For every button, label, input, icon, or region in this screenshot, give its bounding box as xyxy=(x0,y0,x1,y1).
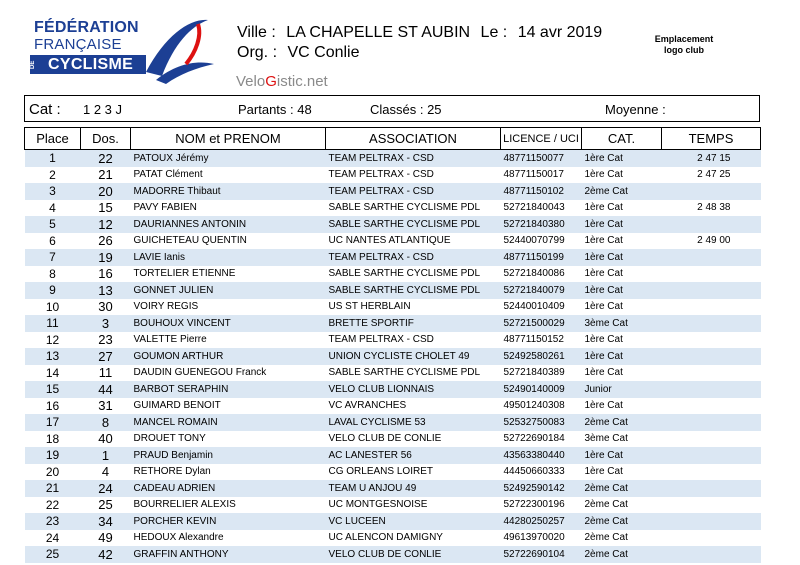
table-row xyxy=(25,200,761,217)
association-cell: SABLE SARTHE CYCLISME PDL xyxy=(326,282,501,299)
place-cell: 8 xyxy=(49,266,56,281)
table-row xyxy=(25,546,761,563)
association-cell: TEAM PELTRAX - CSD xyxy=(328,334,434,346)
name-cell: DROUET TONY xyxy=(133,433,206,445)
association-cell: TEAM PELTRAX - CSD xyxy=(328,169,434,181)
licence-cell: 52440010409 xyxy=(503,301,565,313)
licence-cell: 52721840380 xyxy=(501,216,582,233)
table-row xyxy=(25,348,761,365)
time-cell xyxy=(662,546,761,563)
place-cell: 22 xyxy=(45,497,60,512)
dossard-cell: 31 xyxy=(98,398,113,414)
name-cell: PORCHER KEVIN xyxy=(131,513,326,530)
licence-cell: 48771150017 xyxy=(503,169,564,181)
dossard-cell: 13 xyxy=(81,282,131,299)
place-cell: 17 xyxy=(25,414,81,431)
dossard-cell: 26 xyxy=(98,233,113,249)
dossard-cell: 15 xyxy=(98,200,113,216)
time-cell xyxy=(662,266,761,283)
licence-cell: 52492580261 xyxy=(501,348,582,365)
licence-cell: 48771150152 xyxy=(503,334,564,346)
licence-cell: 52722690104 xyxy=(501,546,582,563)
time-cell xyxy=(662,530,761,547)
cat-label: Cat : xyxy=(29,101,61,118)
table-row xyxy=(25,381,761,398)
table-row xyxy=(25,513,761,530)
place-cell: 11 xyxy=(25,315,81,332)
race-info-box xyxy=(24,95,760,122)
category-cell: 1ère Cat xyxy=(584,334,623,346)
place-cell: 15 xyxy=(25,381,81,398)
time-cell xyxy=(662,348,761,365)
time-cell: 2 49 00 xyxy=(697,235,731,247)
table-header-row xyxy=(25,128,761,150)
table-row xyxy=(25,249,761,266)
logo-placeholder: Emplacement logo club xyxy=(654,34,714,55)
table-row xyxy=(25,315,761,332)
dossard-cell: 22 xyxy=(81,150,131,167)
category-cell: 1ère Cat xyxy=(584,400,623,412)
name-cell: VALETTE Pierre xyxy=(133,334,207,346)
org-line xyxy=(237,44,360,62)
category-cell: 2ème Cat xyxy=(582,513,662,530)
category-cell: 1ère Cat xyxy=(584,268,623,280)
name-cell: PAVY FABIEN xyxy=(133,202,197,214)
category-cell: 2ème Cat xyxy=(582,546,662,563)
category-cell: 1ère Cat xyxy=(584,367,623,379)
table-row xyxy=(25,282,761,299)
table-row xyxy=(25,266,761,283)
time-cell: 2 48 38 xyxy=(697,202,731,214)
place-cell: 14 xyxy=(45,365,60,380)
association-cell: TEAM PELTRAX - CSD xyxy=(326,150,501,167)
table-row xyxy=(25,497,761,514)
place-cell: 9 xyxy=(25,282,81,299)
table-row xyxy=(25,464,761,481)
time-cell xyxy=(662,497,761,514)
dossard-cell: 49 xyxy=(98,530,113,546)
time-cell xyxy=(662,216,761,233)
association-cell: TEAM PELTRAX - CSD xyxy=(326,249,501,266)
place-cell: 23 xyxy=(25,513,81,530)
ville-line xyxy=(237,24,602,42)
table-row xyxy=(25,299,761,316)
licence-cell: 52490140009 xyxy=(501,381,582,398)
name-cell: BOUHOUX VINCENT xyxy=(131,315,326,332)
dossard-cell: 16 xyxy=(98,266,113,282)
dossard-cell: 44 xyxy=(81,381,131,398)
licence-cell: 52722690184 xyxy=(503,433,565,445)
category-cell: 1ère Cat xyxy=(584,466,623,478)
category-cell: 1ère Cat xyxy=(582,447,662,464)
time-cell xyxy=(662,464,761,481)
category-cell: 1ère Cat xyxy=(584,301,623,313)
licence-cell: 52492590142 xyxy=(501,480,582,497)
licence-cell: 52721840043 xyxy=(503,202,565,214)
association-cell: VC AVRANCHES xyxy=(328,400,407,412)
logo-line1: FÉDÉRATION xyxy=(34,19,139,36)
association-cell: SABLE SARTHE CYCLISME PDL xyxy=(328,202,481,214)
time-cell xyxy=(662,315,761,332)
col-header-dos: Dos. xyxy=(81,128,131,150)
association-cell: CG ORLEANS LOIRET xyxy=(328,466,433,478)
time-cell xyxy=(662,282,761,299)
dossard-cell: 27 xyxy=(81,348,131,365)
time-cell: 2 47 15 xyxy=(662,150,761,167)
time-cell xyxy=(662,381,761,398)
name-cell: GRAFFIN ANTHONY xyxy=(131,546,326,563)
dossard-cell: 19 xyxy=(81,249,131,266)
ville-value: LA CHAPELLE ST AUBIN xyxy=(286,24,471,41)
site-post: istic.net xyxy=(276,73,328,90)
category-cell: 1ère Cat xyxy=(582,249,662,266)
dossard-cell: 42 xyxy=(81,546,131,563)
name-cell: VOIRY REGIS xyxy=(133,301,199,313)
partants: Partants : 48 xyxy=(238,102,312,117)
licence-cell: 44280250257 xyxy=(501,513,582,530)
table-row xyxy=(25,480,761,497)
name-cell: HEDOUX Alexandre xyxy=(133,532,224,544)
association-cell: UC NANTES ATLANTIQUE xyxy=(328,235,451,247)
time-cell xyxy=(662,398,761,415)
place-cell: 5 xyxy=(25,216,81,233)
association-cell: TEAM PELTRAX - CSD xyxy=(326,183,501,200)
table-row xyxy=(25,332,761,349)
table-row xyxy=(25,530,761,547)
col-header-place: Place xyxy=(25,128,81,150)
name-cell: RETHORE Dylan xyxy=(133,466,211,478)
name-cell: PATOUX Jérémy xyxy=(131,150,326,167)
date-value: 14 avr 2019 xyxy=(517,24,603,41)
licence-cell: 48771150077 xyxy=(501,150,582,167)
dossard-cell: 25 xyxy=(98,497,113,513)
dossard-cell: 40 xyxy=(98,431,113,447)
category-cell: 1ère Cat xyxy=(582,282,662,299)
time-cell xyxy=(662,414,761,431)
time-cell xyxy=(662,513,761,530)
dossard-cell: 21 xyxy=(98,167,113,183)
name-cell: CADEAU ADRIEN xyxy=(131,480,326,497)
category-cell: 2ème Cat xyxy=(582,480,662,497)
cat-value: 1 2 3 J xyxy=(83,102,123,117)
dossard-cell: 4 xyxy=(101,464,110,480)
table-row xyxy=(25,414,761,431)
table-row xyxy=(25,167,761,184)
name-cell: TORTELIER ETIENNE xyxy=(133,268,236,280)
classes: Classés : 25 xyxy=(370,102,442,117)
col-header-licence: LICENCE / UCI xyxy=(501,128,582,150)
table-row xyxy=(25,431,761,448)
table-row xyxy=(25,216,761,233)
association-cell: VC LUCEEN xyxy=(326,513,501,530)
association-cell: VELO CLUB LIONNAIS xyxy=(326,381,501,398)
site-pre: Velo xyxy=(236,73,266,90)
category-cell: 2ème Cat xyxy=(584,532,628,544)
place-cell: 2 xyxy=(49,167,56,182)
association-cell: UC MONTGESNOISE xyxy=(328,499,428,511)
category-cell: 1ère Cat xyxy=(582,348,662,365)
category-cell: 1ère Cat xyxy=(582,216,662,233)
category-cell: 3ème Cat xyxy=(582,315,662,332)
dossard-cell: 24 xyxy=(81,480,131,497)
time-cell xyxy=(662,332,761,349)
moyenne: Moyenne : xyxy=(605,102,666,117)
name-cell: DAURIANNES ANTONIN xyxy=(131,216,326,233)
category-cell: 1ère Cat xyxy=(584,202,623,214)
licence-cell: 52721840086 xyxy=(503,268,565,280)
dossard-cell: 23 xyxy=(98,332,113,348)
category-cell: 1ère Cat xyxy=(582,150,662,167)
place-cell: 7 xyxy=(25,249,81,266)
licence-cell: 52440070799 xyxy=(503,235,565,247)
table-row xyxy=(25,398,761,415)
association-cell: TEAM U ANJOU 49 xyxy=(326,480,501,497)
results-table xyxy=(24,127,761,563)
logo-line3: CYCLISME xyxy=(48,56,134,73)
table-row xyxy=(25,183,761,200)
licence-cell: 52721840079 xyxy=(501,282,582,299)
association-cell: SABLE SARTHE CYCLISME PDL xyxy=(326,216,501,233)
category-cell: 3ème Cat xyxy=(584,433,628,445)
place-cell: 6 xyxy=(49,233,56,248)
org-label: Org. : xyxy=(237,44,278,61)
org-value: VC Conlie xyxy=(287,44,360,61)
name-cell: GOUMON ARTHUR xyxy=(131,348,326,365)
col-header-association: ASSOCIATION xyxy=(326,128,501,150)
col-header-temps: TEMPS xyxy=(662,128,761,150)
licence-cell: 52721840389 xyxy=(503,367,565,379)
place-cell: 13 xyxy=(25,348,81,365)
dossard-cell: 34 xyxy=(81,513,131,530)
logo-de: DE xyxy=(28,55,46,74)
name-cell: BARBOT SERAPHIN xyxy=(131,381,326,398)
col-header-cat: CAT. xyxy=(582,128,662,150)
results-body xyxy=(25,150,761,563)
time-cell: 2 47 25 xyxy=(697,169,731,181)
time-cell xyxy=(662,183,761,200)
licence-cell: 52721500029 xyxy=(501,315,582,332)
name-cell: PATAT Clément xyxy=(133,169,203,181)
place-cell: 21 xyxy=(25,480,81,497)
dossard-cell: 1 xyxy=(81,447,131,464)
time-cell xyxy=(662,249,761,266)
name-cell: GONNET JULIEN xyxy=(131,282,326,299)
dossard-cell: 8 xyxy=(81,414,131,431)
place-cell: 4 xyxy=(49,200,56,215)
category-cell: 2ème Cat xyxy=(582,414,662,431)
time-cell xyxy=(662,431,761,448)
licence-cell: 52722300196 xyxy=(503,499,565,511)
place-cell: 1 xyxy=(25,150,81,167)
licence-cell: 52532750083 xyxy=(501,414,582,431)
col-header-nom: NOM et PRENOM xyxy=(131,128,326,150)
name-cell: DAUDIN GUENEGOU Franck xyxy=(133,367,267,379)
licence-cell: 49501240308 xyxy=(503,400,565,412)
association-cell: UC ALENCON DAMIGNY xyxy=(328,532,443,544)
name-cell: MADORRE Thibaut xyxy=(131,183,326,200)
logo-line2: FRANÇAISE xyxy=(34,36,122,53)
name-cell: GUICHETEAU QUENTIN xyxy=(133,235,247,247)
site-name xyxy=(236,73,328,90)
ffc-logo xyxy=(26,14,216,86)
licence-cell: 48771150102 xyxy=(501,183,582,200)
site-g: G xyxy=(265,73,277,90)
name-cell: GUIMARD BENOIT xyxy=(133,400,221,412)
time-cell xyxy=(662,365,761,382)
association-cell: SABLE SARTHE CYCLISME PDL xyxy=(328,367,481,379)
licence-cell: 43563380440 xyxy=(501,447,582,464)
dossard-cell: 11 xyxy=(98,365,113,381)
ville-label: Ville : xyxy=(237,24,276,41)
dossard-cell: 30 xyxy=(98,299,113,315)
date-label: Le : xyxy=(480,24,508,41)
place-cell: 20 xyxy=(45,464,60,479)
table-row xyxy=(25,447,761,464)
time-cell xyxy=(662,299,761,316)
place-cell: 10 xyxy=(45,299,60,314)
dossard-cell: 3 xyxy=(81,315,131,332)
place-cell: 16 xyxy=(45,398,60,413)
association-cell: VELO CLUB DE CONLIE xyxy=(328,433,442,445)
association-cell: VELO CLUB DE CONLIE xyxy=(326,546,501,563)
licence-cell: 44450660333 xyxy=(503,466,565,478)
category-cell: Junior xyxy=(582,381,662,398)
place-cell: 12 xyxy=(45,332,60,347)
association-cell: SABLE SARTHE CYCLISME PDL xyxy=(328,268,481,280)
table-row xyxy=(25,365,761,382)
dossard-cell: 20 xyxy=(81,183,131,200)
name-cell: LAVIE Ianis xyxy=(131,249,326,266)
licence-cell: 48771150199 xyxy=(501,249,582,266)
name-cell: PRAUD Benjamin xyxy=(131,447,326,464)
place-cell: 25 xyxy=(25,546,81,563)
time-cell xyxy=(662,480,761,497)
category-cell: 1ère Cat xyxy=(584,169,623,181)
category-cell: 2ème Cat xyxy=(584,499,628,511)
association-cell: UNION CYCLISTE CHOLET 49 xyxy=(326,348,501,365)
time-cell xyxy=(662,447,761,464)
name-cell: BOURRELIER ALEXIS xyxy=(133,499,236,511)
association-cell: US ST HERBLAIN xyxy=(328,301,411,313)
table-row xyxy=(25,150,761,167)
category-cell: 1ère Cat xyxy=(584,235,623,247)
association-cell: BRETTE SPORTIF xyxy=(326,315,501,332)
category-cell: 2ème Cat xyxy=(582,183,662,200)
place-cell: 3 xyxy=(25,183,81,200)
logo-swoosh-icon xyxy=(136,14,218,86)
place-cell: 24 xyxy=(45,530,60,545)
association-cell: AC LANESTER 56 xyxy=(326,447,501,464)
name-cell: MANCEL ROMAIN xyxy=(131,414,326,431)
table-row xyxy=(25,233,761,250)
place-cell: 18 xyxy=(45,431,60,446)
association-cell: LAVAL CYCLISME 53 xyxy=(326,414,501,431)
dossard-cell: 12 xyxy=(81,216,131,233)
licence-cell: 49613970020 xyxy=(503,532,565,544)
place-cell: 19 xyxy=(25,447,81,464)
